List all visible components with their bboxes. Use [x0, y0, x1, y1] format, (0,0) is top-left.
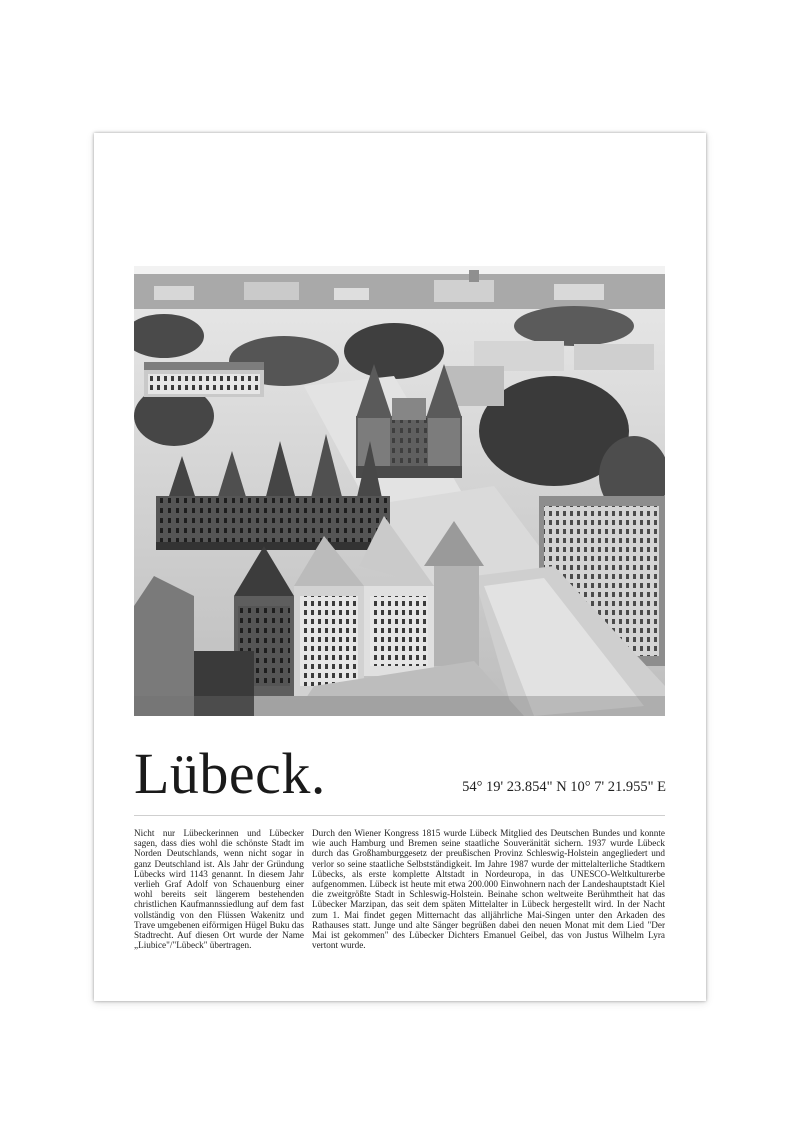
text-column-right: Durch den Wiener Kongress 1815 wurde Lübeck Mitglied des Deutschen Bundes und konnte wie auch Hamburg und Bremen seine staatliche Souveränität sichern. 1937 wurde Lübeck durch das Großhamburggesetz der preußischen Provinz Schleswig-Holstein angegliedert und verlor so seine staatliche Selbstständigkeit. Im Jahre 1987 wurde der mittelalterliche Stadtkern Lübecks, als erste komplette Altstadt in Nordeuropa, in das UNESCO-Weltkulturerbe aufgenommen. Lübeck ist heute mit etwa 200.000 Einwohnern nach der Landeshauptstadt Kiel die zweitgrößte Stadt in Schleswig-Holstein. Beinahe schon weltweite Berühmtheit hat das Lübecker Marzipan, das seit dem späten Mittelalter in Lübeck hergestellt wird. In der Nacht zum 1. Mai findet gegen Mitternacht das alljährliche Mai-Singen unter den Arkaden des Rathauses statt. Junge und alte Sänger begrüßen dabei den neuen Monat mit dem Lied "Der Mai ist gekommen" des Lübecker Dichters Emanuel Geibel, das von Justus Wilhelm Lyra vertont wurde.: [312, 828, 665, 951]
holstentor-aerial-image: [134, 266, 665, 716]
city-title: Lübeck.: [134, 741, 326, 806]
coordinates: 54° 19' 23.854" N 10° 7' 21.955" E: [462, 779, 666, 795]
divider: [134, 815, 665, 816]
poster: [94, 133, 706, 1001]
text-column-left: Nicht nur Lübeckerinnen und Lübecker sagen, dass dies wohl die schönste Stadt im Norden Deutschlands, wenn nicht sogar in ganz Deutschland ist. Als Jahr der Gründung Lübecks wird 1143 genannt. In diesem Jahr verlieh Graf Adolf von Schauenburg einer wohl bereits seit längerem bestehenden christlichen Kaufmannssiedlung auf dem fast vollständig von den Flüssen Wakenitz und Trave umgebenen eiförmigen Hügel Buku das Stadtrecht. Auf diesen Ort wurde der Name „Liubice"/"Lübeck" übertragen.: [134, 828, 304, 951]
city-photo: [134, 266, 665, 716]
